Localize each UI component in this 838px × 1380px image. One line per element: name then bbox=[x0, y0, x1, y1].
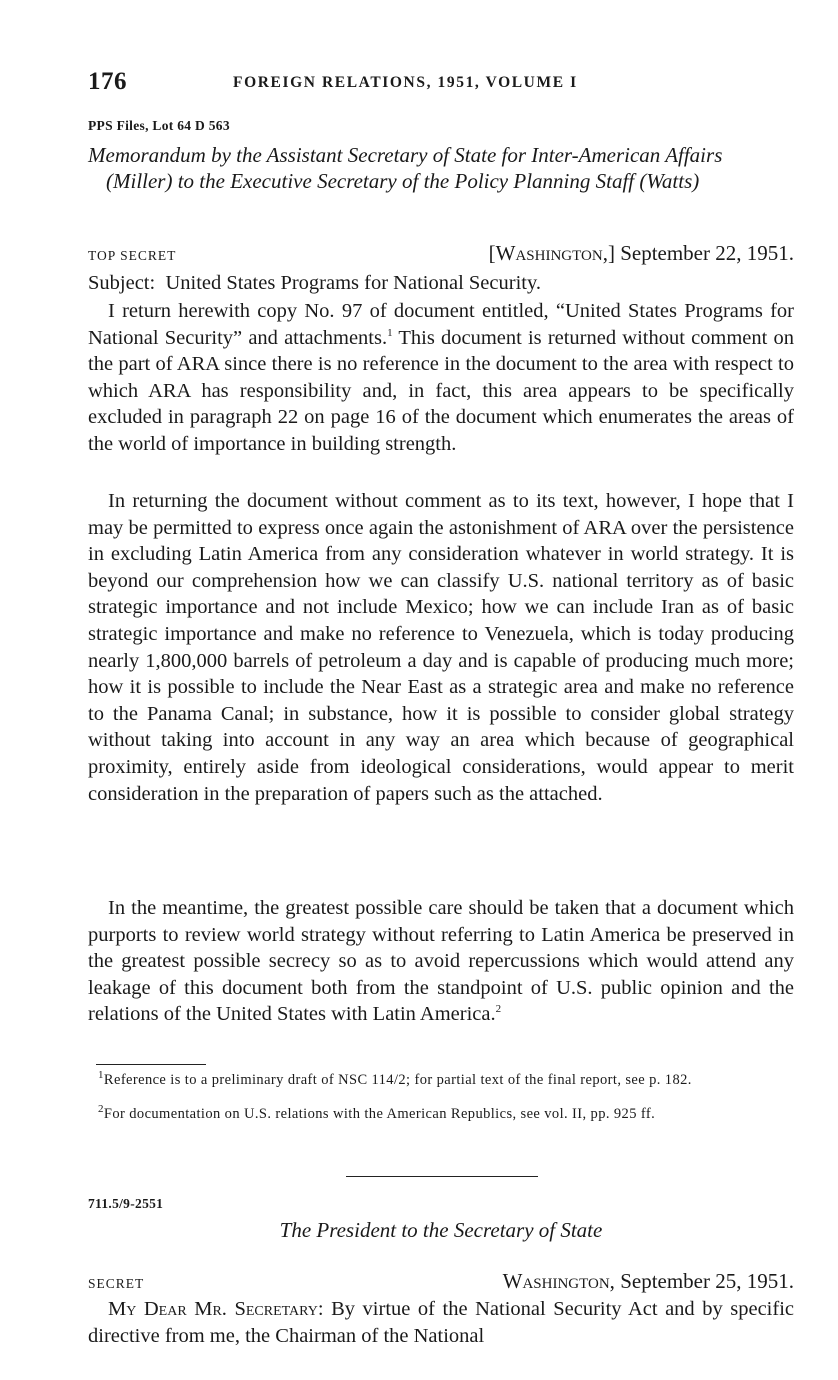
document-title bbox=[88, 142, 794, 194]
dateline-place: [Washington,] bbox=[488, 241, 615, 265]
subject-label: Subject: bbox=[88, 272, 156, 294]
letter-paragraph-1-text: By virtue of the National Security Act and by specific directive from me, the Chairman of the National bbox=[88, 1298, 794, 1347]
paragraph-1-text: I return herewith copy No. 97 of document entitled, “United States Programs for National Security” and attachments. bbox=[88, 300, 794, 349]
footnote-1-text: Reference is to a preliminary draft of NSC 114/2; for partial text of the final report, see p. 182. bbox=[103, 1072, 692, 1088]
file-reference-2: 711.5/9-2551 bbox=[88, 1196, 164, 1211]
page-number: 176 bbox=[88, 68, 127, 95]
paragraph-3-text: In the meantime, the greatest possible care should be taken that a document which purports to review world strategy without referring to Latin America be preserved in the greatest possible secrecy so as to avoid repercussions which would attend any leakage of this document both from the standpoint of U.S. public opinion and the relations of the United States with Latin America. bbox=[88, 897, 794, 1026]
footnote-ref-2: 2 bbox=[495, 1003, 502, 1016]
classification-line bbox=[88, 238, 794, 266]
footnote-divider bbox=[96, 1064, 206, 1065]
salutation: My Dear Mr. Secretary: bbox=[108, 1298, 324, 1320]
footnote-1-number: 1 bbox=[98, 1069, 104, 1082]
document-title-2: The President to the Secretary of State bbox=[279, 1218, 603, 1242]
dateline-2 bbox=[503, 1269, 794, 1294]
classification-label-2: SECRET bbox=[88, 1276, 145, 1291]
page-header bbox=[88, 68, 794, 98]
paragraph-3 bbox=[88, 895, 794, 1028]
classification-label: TOP SECRET bbox=[88, 248, 177, 263]
dateline-date: September 22, 1951. bbox=[620, 241, 794, 265]
section-separator bbox=[346, 1176, 538, 1177]
document-title-line1: Memorandum by the Assistant Secretary of State for Inter-American bbox=[88, 143, 661, 167]
paragraph-1-rest: This document is returned without comment on the part of ARA since there is no reference in the document to the area with respect to which ARA has responsibility and, in fact, this area appears to be specifically excluded in paragraph 22 on page 16 of the document which enumerates the areas of the world of importance in building strength. bbox=[88, 326, 795, 455]
subject-text: United States Programs for National Security. bbox=[165, 272, 542, 294]
letter-paragraph-1 bbox=[88, 1296, 794, 1349]
footnote-2-text: For documentation on U.S. relations with the American Republics, see vol. II, pp. 925 ff. bbox=[103, 1106, 656, 1122]
subject-line bbox=[88, 270, 794, 297]
running-title: FOREIGN RELATIONS, 1951, VOLUME I bbox=[233, 74, 578, 91]
document-title-rest: Affairs (Miller) to the Executive Secretary of the Policy Planning Staff (Watts) bbox=[106, 143, 723, 193]
classification-line-2 bbox=[88, 1266, 794, 1294]
file-reference: PPS Files, Lot 64 D 563 bbox=[88, 118, 230, 133]
dateline-2-place: Washington, bbox=[502, 1269, 615, 1293]
footnote-ref-1: 1 bbox=[387, 326, 393, 339]
footnote-2-number: 2 bbox=[98, 1103, 104, 1116]
dateline bbox=[489, 241, 794, 266]
footnote-2 bbox=[88, 1103, 794, 1123]
footnote-1 bbox=[88, 1069, 794, 1089]
paragraph-1 bbox=[88, 298, 794, 458]
dateline-2-date: September 25, 1951. bbox=[620, 1269, 794, 1293]
paragraph-2: In returning the document without comment as to its text, however, I hope that I may be permitted to express once again the astonishment of ARA over the persistence in excluding Latin America from any consideration whatever in world strategy. It is beyond our comprehension how we can classify U.S. national territory as of basic strategic importance and not include Mexico; how we can include Iran as of basic strategic importance and make no reference to Venezuela, which is today producing nearly 1,800,000 barrels of petroleum a day and is capable of producing much more; how it is possible to include the Near East as a strategic area and make no reference to the Panama Canal; in substance, how it is possible to consider global strategy without taking into account in any way an area which because of geographical proximity, entirely aside from ideological considerations, would appear to merit consideration in the preparation of papers such as the attached. bbox=[88, 490, 794, 805]
